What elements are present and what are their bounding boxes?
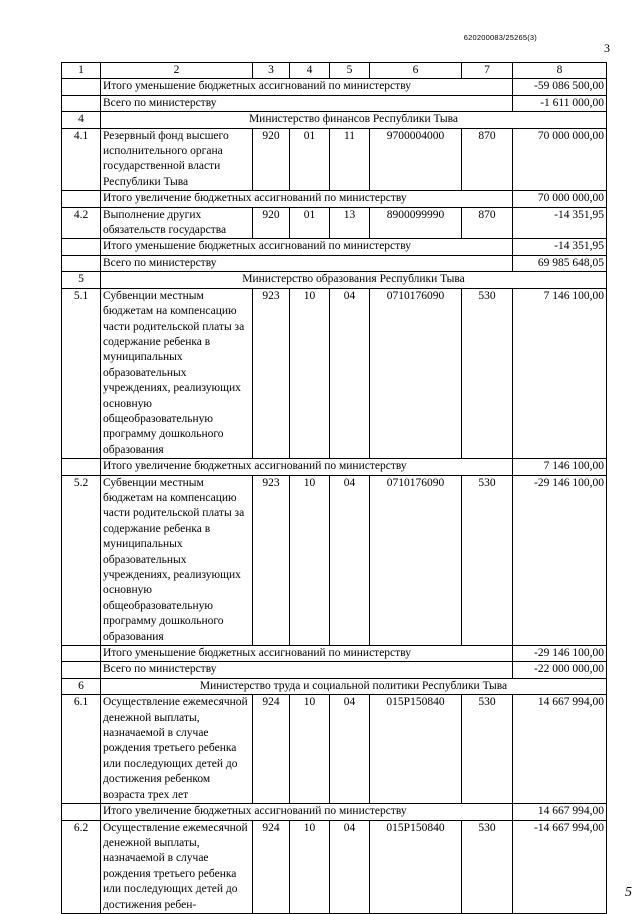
section-number: 6 [62, 678, 101, 694]
row-section-code: 10 [290, 820, 330, 913]
row-number: 5.2 [62, 475, 101, 645]
row-name: Осуществление ежемесячной денежной выплаты, назначаемой в случае рождения третьего ребенка или последующих детей до достижения ребен- [101, 820, 253, 913]
empty-cell [62, 804, 101, 820]
row-subsection-code: 04 [330, 820, 370, 913]
summary-amount: -22 000 000,00 [513, 662, 607, 678]
header-cell: 5 [330, 63, 370, 79]
summary-label: Всего по министерству [101, 662, 513, 678]
header-cell: 4 [290, 63, 330, 79]
table-row [62, 128, 607, 191]
row-expense-type: 530 [462, 475, 513, 645]
row-subsection-code: 11 [330, 128, 370, 191]
header-cell: 1 [62, 63, 101, 79]
row-ministry-code: 923 [253, 288, 290, 458]
row-ministry-code: 920 [253, 128, 290, 191]
summary-amount: -59 086 500,00 [513, 79, 607, 95]
row-expense-type: 870 [462, 207, 513, 239]
row-number: 4.2 [62, 207, 101, 239]
row-ministry-code: 923 [253, 475, 290, 645]
row-expense-type: 530 [462, 288, 513, 458]
row-subsection-code: 04 [330, 695, 370, 804]
table-body [62, 63, 607, 914]
row-ministry-code: 924 [253, 820, 290, 913]
summary-label: Итого уменьшение бюджетных ассигнований по министерству [101, 239, 513, 255]
section-row [62, 272, 607, 288]
summary-row [62, 191, 607, 207]
empty-cell [62, 191, 101, 207]
summary-row [62, 459, 607, 475]
row-ministry-code: 924 [253, 695, 290, 804]
summary-label: Всего по министерству [101, 95, 513, 111]
row-section-code: 01 [290, 128, 330, 191]
summary-label: Итого уменьшение бюджетных ассигнований по министерству [101, 79, 513, 95]
table-header-row [62, 63, 607, 79]
row-number: 6.1 [62, 695, 101, 804]
table-row [62, 288, 607, 458]
section-number: 4 [62, 112, 101, 128]
summary-row [62, 646, 607, 662]
summary-label: Итого уменьшение бюджетных ассигнований по министерству [101, 646, 513, 662]
empty-cell [62, 79, 101, 95]
section-row [62, 678, 607, 694]
summary-row [62, 804, 607, 820]
summary-row [62, 239, 607, 255]
summary-label: Итого увеличение бюджетных ассигнований по министерству [101, 459, 513, 475]
row-target-code: 9700004000 [370, 128, 462, 191]
summary-amount: -14 351,95 [513, 239, 607, 255]
row-section-code: 01 [290, 207, 330, 239]
row-name: Осуществление ежемесячной денежной выплаты, назначаемой в случае рождения третьего ребенка или последующих детей до достижения ребенком возраста трех лет [101, 695, 253, 804]
table-row [62, 695, 607, 804]
empty-cell [62, 646, 101, 662]
empty-cell [62, 239, 101, 255]
summary-amount: 69 985 648,05 [513, 255, 607, 271]
summary-row [62, 79, 607, 95]
row-target-code: 015P150840 [370, 820, 462, 913]
empty-cell [62, 95, 101, 111]
row-subsection-code: 04 [330, 475, 370, 645]
row-amount: 14 667 994,00 [513, 695, 607, 804]
summary-row [62, 255, 607, 271]
header-cell: 2 [101, 63, 253, 79]
budget-table [61, 62, 607, 914]
section-title: Министерство образования Республики Тыва [101, 272, 607, 288]
summary-amount: 70 000 000,00 [513, 191, 607, 207]
row-expense-type: 870 [462, 128, 513, 191]
header-cell: 3 [253, 63, 290, 79]
header-cell: 7 [462, 63, 513, 79]
summary-label: Итого увеличение бюджетных ассигнований по министерству [101, 191, 513, 207]
row-number: 6.2 [62, 820, 101, 913]
row-subsection-code: 04 [330, 288, 370, 458]
summary-label: Всего по министерству [101, 255, 513, 271]
table-row [62, 820, 607, 913]
table-row [62, 475, 607, 645]
row-name: Резервный фонд высшего исполнительного органа государственной власти Республики Тыва [101, 128, 253, 191]
section-row [62, 112, 607, 128]
row-amount: 70 000 000,00 [513, 128, 607, 191]
row-section-code: 10 [290, 288, 330, 458]
document-number: 620200083/25265(3) [463, 33, 537, 42]
empty-cell [62, 255, 101, 271]
row-amount: 7 146 100,00 [513, 288, 607, 458]
empty-cell [62, 662, 101, 678]
row-number: 4.1 [62, 128, 101, 191]
header-cell: 6 [370, 63, 462, 79]
row-name: Выполнение других обязательств государства [101, 207, 253, 239]
table-row [62, 207, 607, 239]
empty-cell [62, 459, 101, 475]
row-target-code: 8900099990 [370, 207, 462, 239]
row-expense-type: 530 [462, 695, 513, 804]
row-amount: -29 146 100,00 [513, 475, 607, 645]
row-number: 5.1 [62, 288, 101, 458]
row-amount: -14 667 994,00 [513, 820, 607, 913]
row-section-code: 10 [290, 475, 330, 645]
row-target-code: 0710176090 [370, 288, 462, 458]
row-target-code: 0710176090 [370, 475, 462, 645]
row-expense-type: 530 [462, 820, 513, 913]
corner-mark: 5 [625, 885, 632, 900]
summary-amount: 7 146 100,00 [513, 459, 607, 475]
summary-amount: -29 146 100,00 [513, 646, 607, 662]
page-number: 3 [604, 41, 610, 55]
section-number: 5 [62, 272, 101, 288]
summary-amount: 14 667 994,00 [513, 804, 607, 820]
summary-label: Итого увеличение бюджетных ассигнований по министерству [101, 804, 513, 820]
row-ministry-code: 920 [253, 207, 290, 239]
section-title: Министерство финансов Республики Тыва [101, 112, 607, 128]
row-name: Субвенции местным бюджетам на компенсацию части родительской платы за содержание ребенка в муниципальных образовательных учреждениях, реализующих основную общеобразовательную программу дошкольного образования [101, 475, 253, 645]
row-amount: -14 351,95 [513, 207, 607, 239]
summary-row [62, 662, 607, 678]
summary-row [62, 95, 607, 111]
row-name: Субвенции местным бюджетам на компенсацию части родительской платы за содержание ребенка в муниципальных образовательных учреждениях, реализующих основную общеобразовательную программу дошкольного образования [101, 288, 253, 458]
row-subsection-code: 13 [330, 207, 370, 239]
row-target-code: 015P150840 [370, 695, 462, 804]
row-section-code: 10 [290, 695, 330, 804]
summary-amount: -1 611 000,00 [513, 95, 607, 111]
header-cell: 8 [513, 63, 607, 79]
section-title: Министерство труда и социальной политики Республики Тыва [101, 678, 607, 694]
